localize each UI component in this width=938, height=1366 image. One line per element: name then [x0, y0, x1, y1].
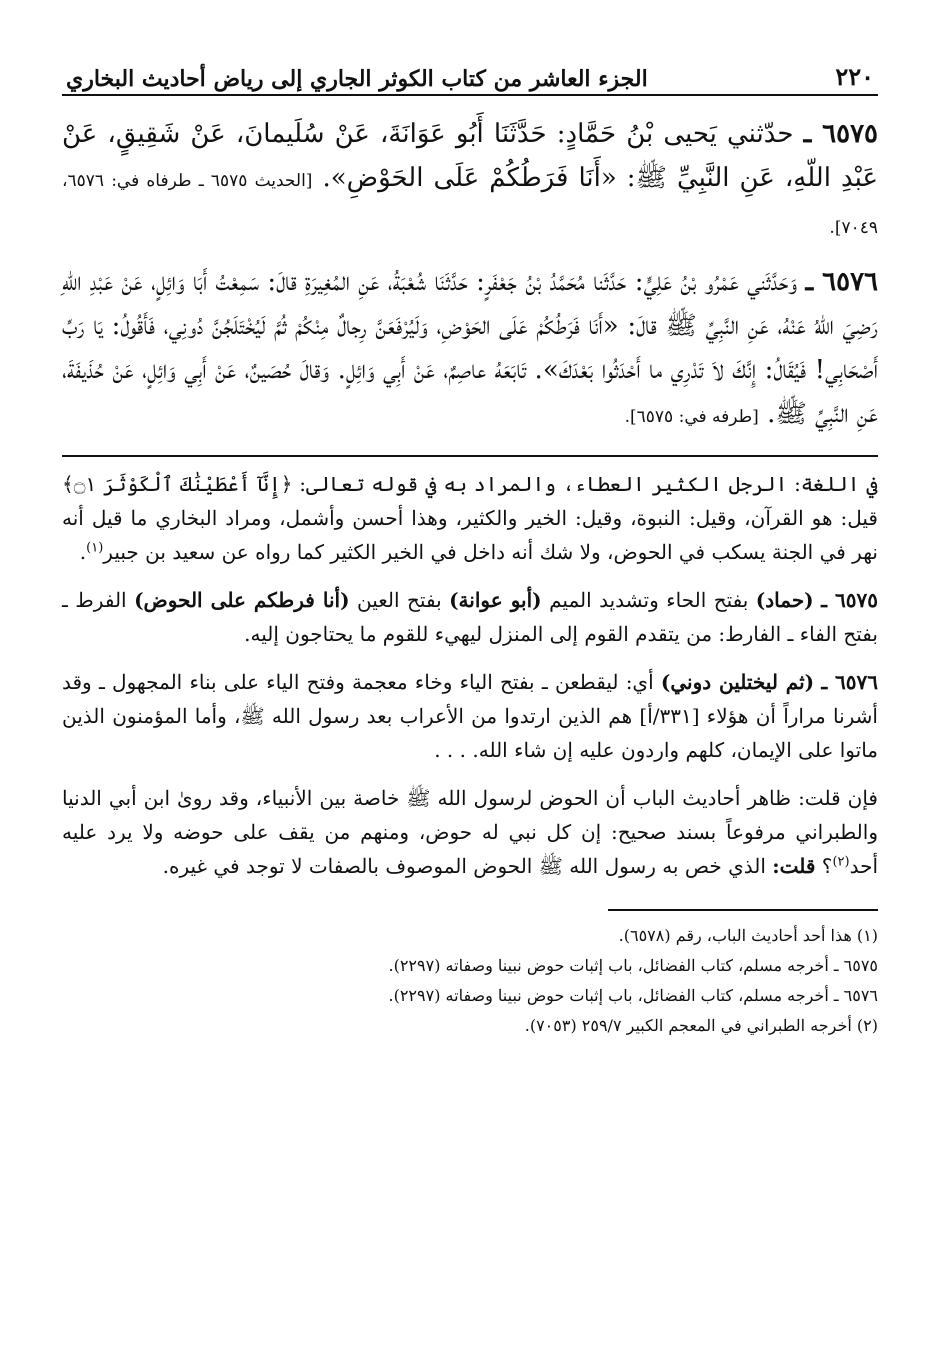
section-divider: [62, 455, 878, 457]
page-header: [62, 48, 878, 96]
hadith-text: وَحَدَّثَني عَمْرُو بْنُ عَلِيٍّ: حَدَّثَنا مُحَمَّدُ بْنُ جَعْفَرٍ: حَدَّثَنَا شُعْبَةُ، عَنِ المُغِيرَةِ قالَ: سَمِعْتُ أَبَا وَائِلٍ، عَنْ عَبْدِ اللّهِ رَضِيَ اللّهُ عَنْهُ، عَنِ النَّبِيِّ ﷺ قالَ: «أَنَا فَرَطُكُمْ عَلَى الحَوْضِ، وَلَيُرْفَعَنَّ رِجالٌ مِنْكُمْ ثُمَّ لَيُخْتَلَجُنَّ دُونِي، فَأَقُولُ: يَا رَبِّ أَصْحَابِي! فَيُقَالُ: إِنَّكَ لاَ تَدْرِي ما أَحْدَثُوا بَعْدَكَ». تَابَعَهُ عاصِمٌ، عَنْ أَبِي وَائِلٍ. وَقالَ حُصَينٌ، عَنْ أَبِي وَائِلٍ، عَنْ حُذَيفَةَ، عَنِ النَّبِيِّ ﷺ.: [62, 267, 878, 429]
commentary-note-6575: [62, 583, 878, 651]
footnote-marker: (٢): [832, 854, 850, 870]
answer-text: الذي خص به رسول الله ﷺ الحوض الموصوف بالصفات لا توجد في غيره.: [162, 854, 773, 878]
commentary-section: [62, 467, 878, 883]
note-text: الفرط ـ بفتح الفاء ـ الفارط: من يتقدم القوم إلى المنزل ليهيء للقوم ما يحتاجون إليه.: [62, 588, 878, 646]
footnote-rule: [608, 909, 878, 911]
note-term: (أبو عوانة): [449, 588, 542, 612]
note-term: (حماد): [755, 588, 814, 612]
hadith-6575: [62, 112, 878, 250]
commentary-note-6576: [62, 665, 878, 767]
note-number: ٦٥٧٥ ـ: [821, 588, 878, 612]
hadith-number: ٦٥٧٦ ـ: [805, 267, 878, 297]
footnotes: [62, 921, 878, 1041]
page-number: ٢٢٠: [835, 62, 874, 92]
hadith-reference: [طرفه في: ٦٥٧٥].: [624, 407, 759, 427]
question-mark: ؟: [815, 854, 833, 878]
footnote-item: ٦٥٧٥ ـ أخرجه مسلم، كتاب الفضائل، باب إثبات حوض نبينا وصفاته (٢٢٩٧).: [388, 956, 878, 975]
note-text: بفتح الحاء وتشديد الميم: [541, 588, 756, 612]
commentary-intro-text: في اللغة: الرجل الكثير العطاء، والمراد به في قوله تعالى: ﴿إِنَّآ أَعْطَيْنَٰكَ ٱلْكَوْثَرَ ۝١﴾ قيل: هو القرآن، وقيل: النبوة، وقيل: الخير والكثير، وهذا أحسن وأشمل، ومراد البخاري ما قيل أنه نهر في الجنة يسكب في الحوض، ولا شك أنه داخل في الخير الكثير كما رواه عن سعيد بن جبير: [62, 472, 878, 564]
question-text: فإن قلت: ظاهر أحاديث الباب أن الحوض لرسول الله ﷺ خاصة بين الأنبياء، وقد روىٰ ابن أبي الدنيا والطبراني مرفوعاً بسند صحيح: إن كل نبي له حوض، ومنهم من يقف على حوضه ولا يرد عليه أحد: [62, 786, 878, 878]
hadith-reference: [الحديث ٦٥٧٥ ـ طرفاه في: ٦٥٧٦، ٧٠٤٩].: [62, 171, 878, 238]
note-text: بفتح العين: [349, 588, 450, 612]
commentary-intro: في اللغة: الرجل الكثير العطاء، والمراد به في قوله تعالى: ﴿إِنَّآ أَعْطَيْنَٰكَ ٱلْكَوْثَرَ ۝١﴾ قيل: هو القرآن، وقيل: النبوة، وقيل: الخير والكثير، وهذا أحسن وأشمل، ومراد البخاري ما قيل أنه نهر في الجنة يسكب في الحوض، ولا شك أنه داخل في الخير الكثير كما رواه عن سعيد بن جبير$^{(١)}$.: [62, 472, 878, 564]
note-term: (ثم ليختلين دوني): [660, 670, 815, 694]
book-page: [62, 48, 878, 1328]
footnote-item: (٢) أخرجه الطبراني في المعجم الكبير ٢٥٩/٧ (٧٠٥٣).: [524, 1016, 878, 1035]
answer-label: قلت:: [772, 854, 816, 878]
footnote-item: ٦٥٧٦ ـ أخرجه مسلم، كتاب الفضائل، باب إثبات حوض نبينا وصفاته (٢٢٩٧).: [388, 986, 878, 1005]
commentary-question: [62, 781, 878, 883]
hadith-number: ٦٥٧٥ ـ: [803, 119, 879, 149]
note-term: (أنا فرطكم على الحوض): [134, 588, 350, 612]
footnote-item: (١) هذا أحد أحاديث الباب، رقم (٦٥٧٨).: [618, 926, 878, 945]
hadith-6576: [62, 260, 878, 439]
running-title: الجزء العاشر من كتاب الكوثر الجاري إلى رياض أحاديث البخاري: [66, 65, 648, 92]
footnote-marker: (١): [86, 540, 104, 556]
note-number: ٦٥٧٦ ـ: [821, 670, 879, 694]
hadith-text: حدّثني يَحيى بْنُ حَمَّادٍ: حَدَّثَنَا أَبُو عَوَانَةَ، عَنْ سُلَيمانَ، عَنْ شَقِيقٍ، عَنْ عَبْدِ اللّهِ، عَنِ النَّبِيِّ ﷺ: «أَنَا فَرَطُكُمْ عَلَى الحَوْضِ».: [62, 119, 878, 193]
note-text: أي: ليقطعن ـ بفتح الياء وخاء معجمة وفتح الياء على بناء المجهول ـ وقد أشرنا مراراً أن هؤلاء [٣٣١/أ] هم الذين ارتدوا من الأعراب بعد رسول الله ﷺ، وأما المؤمنون الذين ماتوا على الإيمان، كلهم واردون عليه إن شاء الله. . . .: [62, 670, 878, 762]
